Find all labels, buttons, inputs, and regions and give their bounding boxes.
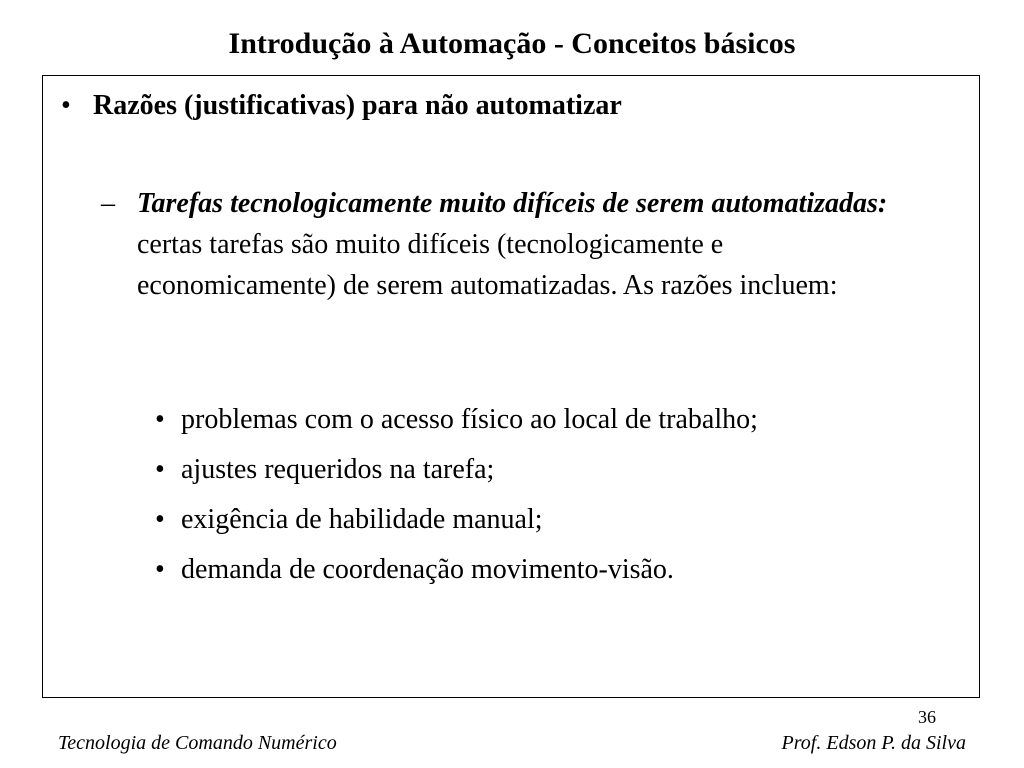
bullet-icon: • [155, 404, 165, 435]
sub-bullet-emphasis: Tarefas tecnologicamente muito difíceis de serem automatizadas: [137, 188, 888, 219]
bullet-icon: • [155, 554, 165, 585]
slide-title: Introdução à Automação - Conceitos básicos [228, 27, 796, 60]
reasons-list [155, 403, 955, 603]
list-item-text: exigência de habilidade manual; [181, 504, 543, 535]
list-item [155, 403, 955, 437]
list-item-text: problemas com o acesso físico ao local de trabalho; [181, 404, 758, 435]
list-item [155, 503, 955, 537]
list-item [155, 453, 955, 487]
sub-bullet-text: certas tarefas são muito difíceis (tecnologicamente e economicamente) de serem automatizadas. As razões incluem: [137, 229, 838, 301]
footer-course-name: Tecnologia de Comando Numérico [58, 732, 337, 754]
sub-bullet-paragraph [137, 183, 901, 306]
bullet-icon: • [155, 504, 165, 535]
bullet-icon: • [61, 90, 71, 121]
page-number: 36 [918, 707, 936, 727]
dash-icon: – [101, 188, 115, 219]
list-item [155, 553, 955, 587]
main-bullet-text: Razões (justificativas) para não automatizar [93, 90, 622, 121]
bullet-icon: • [155, 454, 165, 485]
list-item-text: demanda de coordenação movimento-visão. [181, 554, 674, 585]
sub-bullet-item [101, 183, 901, 306]
footer-author: Prof. Edson P. da Silva [781, 732, 966, 754]
list-item-text: ajustes requeridos na tarefa; [181, 454, 495, 485]
content-box [42, 75, 980, 698]
main-bullet-item [61, 86, 961, 126]
